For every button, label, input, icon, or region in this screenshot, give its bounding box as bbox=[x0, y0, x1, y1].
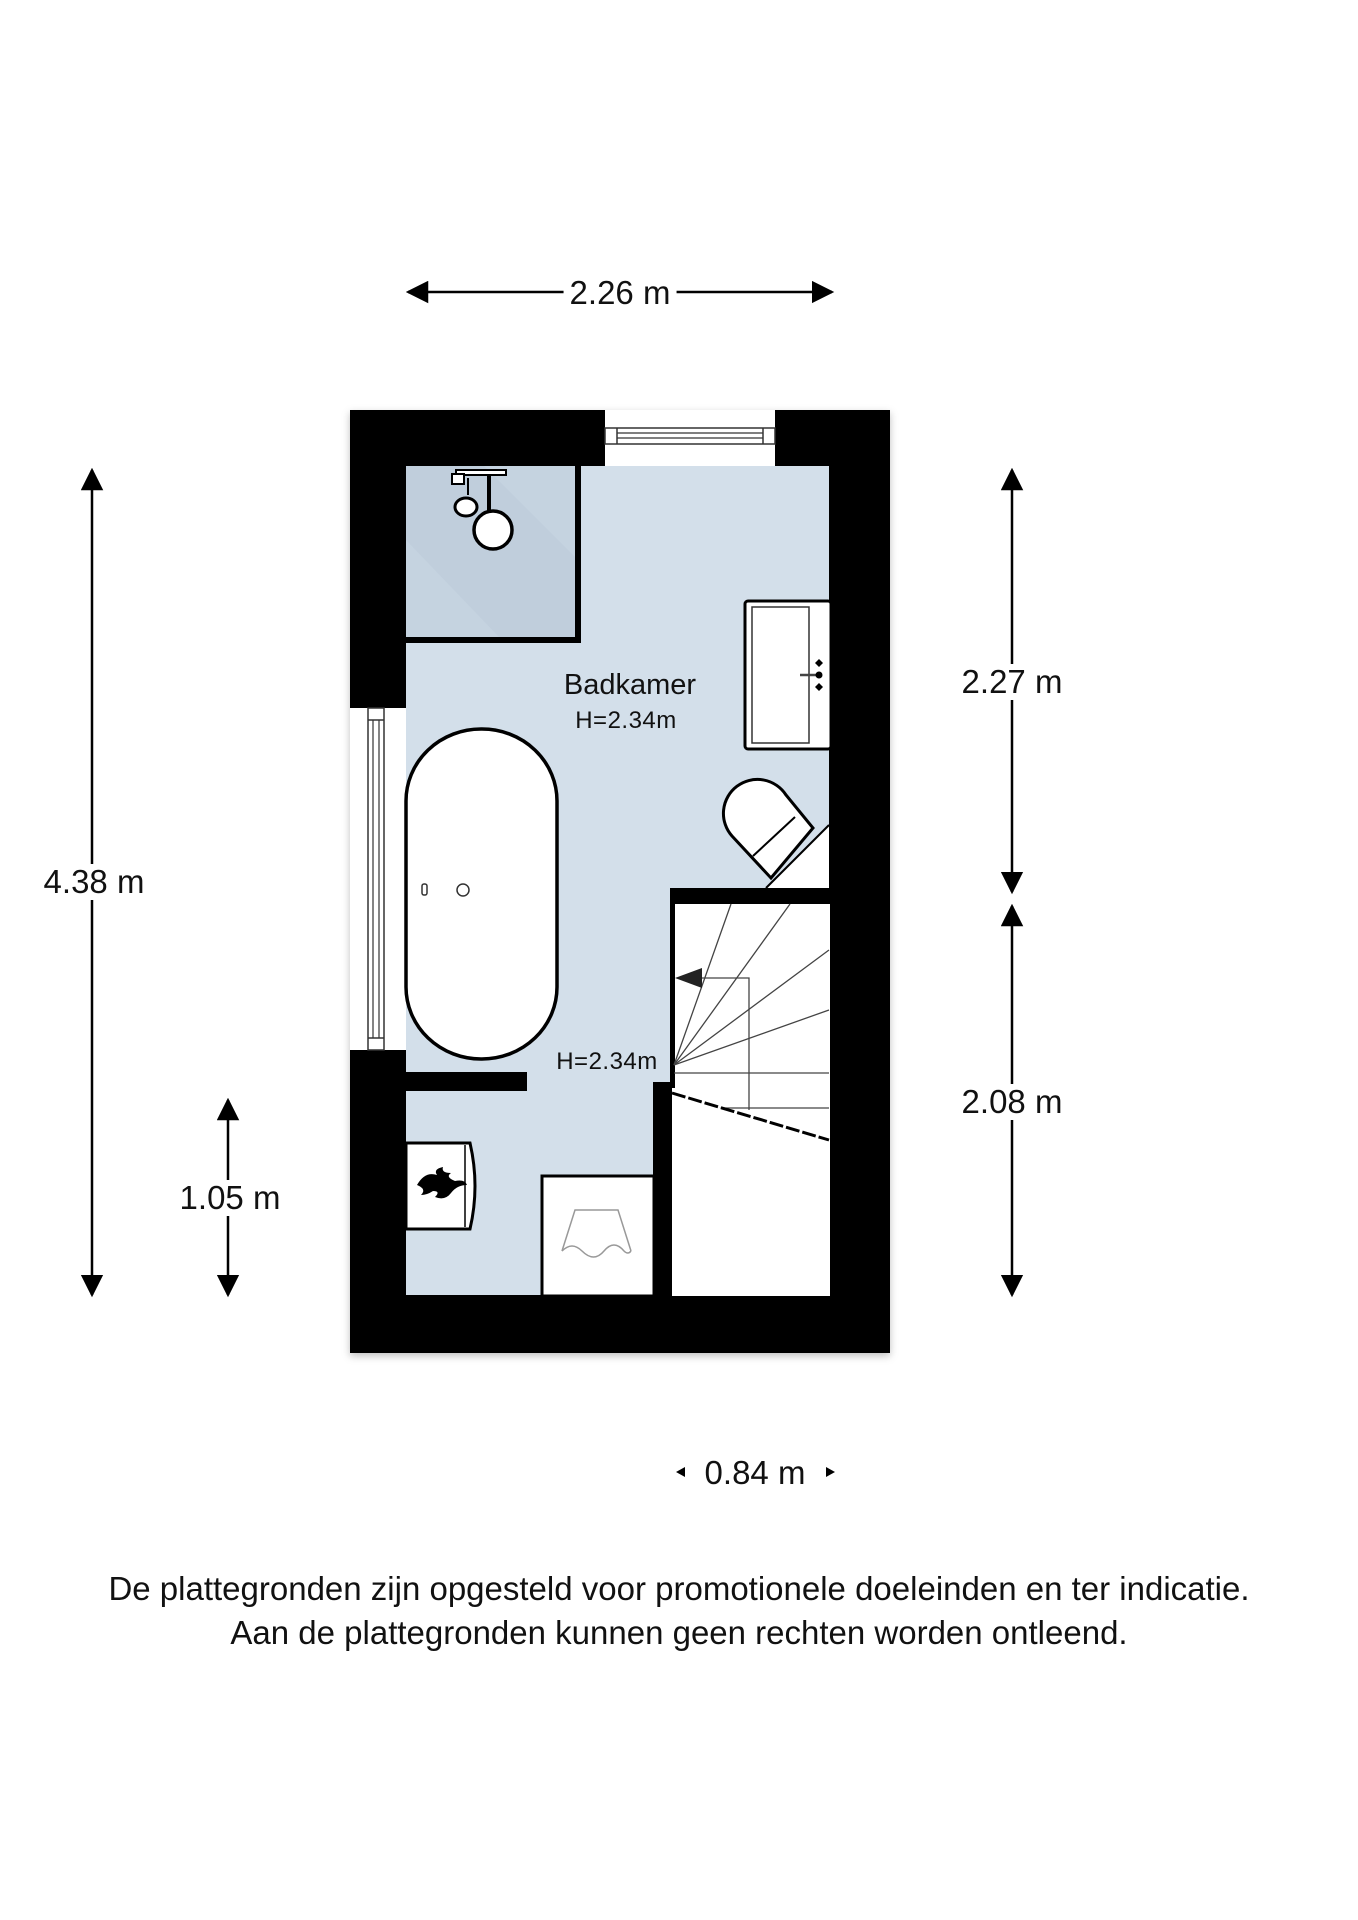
dimension-left-bottom: 1.05 m bbox=[174, 1180, 287, 1216]
dimension-left-total: 4.38 m bbox=[38, 864, 151, 900]
disclaimer-line-1: De plattegronden zijn opgesteld voor promotionele doeleinden en ter indicatie. bbox=[108, 1570, 1250, 1607]
shower bbox=[406, 466, 578, 640]
window-left bbox=[350, 708, 406, 1050]
room-name-badkamer: Badkamer bbox=[563, 669, 697, 701]
partition-wall bbox=[406, 1072, 527, 1091]
stair-height-label: H=2.34m bbox=[556, 1048, 658, 1075]
boiler bbox=[406, 1143, 475, 1229]
window-top bbox=[605, 410, 775, 466]
disclaimer-line-2: Aan de plattegronden kunnen geen rechten worden ontleend. bbox=[230, 1614, 1128, 1651]
dimension-bottom-width: 0.84 m bbox=[704, 1454, 806, 1491]
washing-machine bbox=[542, 1176, 654, 1296]
staircase bbox=[670, 888, 830, 1296]
disclaimer bbox=[0, 1567, 1358, 1655]
washbasin bbox=[745, 601, 831, 749]
dimension-right-upper: 2.27 m bbox=[956, 664, 1069, 700]
stair-side-wall bbox=[653, 1082, 672, 1297]
dimension-right-lower: 2.08 m bbox=[956, 1084, 1069, 1120]
room-height-label: H=2.34m bbox=[575, 707, 677, 734]
bathtub bbox=[406, 729, 557, 1059]
dimension-top-width: 2.26 m bbox=[564, 275, 677, 311]
